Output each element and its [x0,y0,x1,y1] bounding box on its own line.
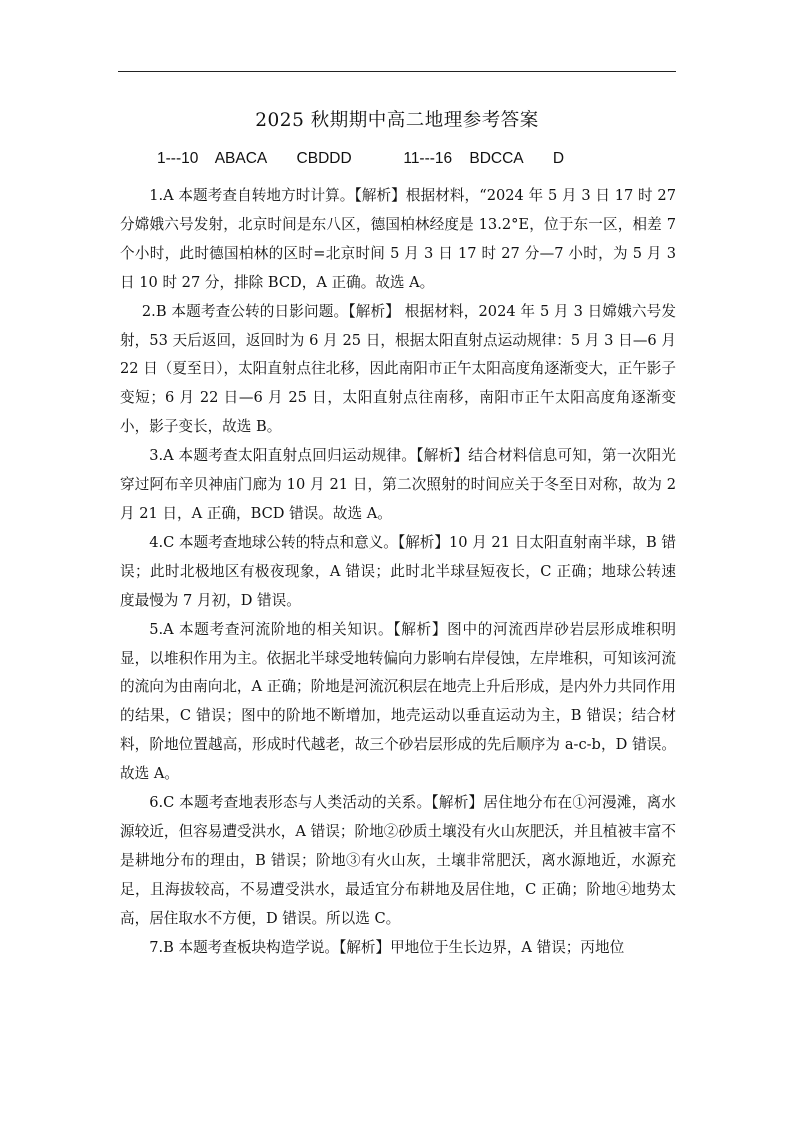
explanation-paragraph-3: 3.A 本题考查太阳直射点回归运动规律。【解析】结合材料信息可知，第一次阳光穿过阿布辛贝神庙门廊为 10 月 21 日，第二次照射的时间应关于冬至日对称，故为 2 月 21 日，A 正确，BCD 错误。故选 A。 [120,447,676,522]
explanation-paragraph-5: 5.A 本题考查河流阶地的相关知识。【解析】图中的河流西岸砂岩层形成堆积明显，以堆积作用为主。依据北半球受地转偏向力影响右岸侵蚀，左岸堆积，可知该河流的流向为由南向北，A 正确；阶地是河流沉积层在地壳上升后形成，是内外力共同作用的结果，C 错误；图中的阶地不断增加，地壳运动以垂直运动为主，B 错误；结合材料，阶地位置越高，形成时代越老，故三个砂岩层形成的先后顺序为 a-c-b，D 错误。故选 A。 [120,620,676,783]
explanation-paragraph-6: 6.C 本题考查地表形态与人类活动的关系。【解析】居住地分布在①河漫滩，离水源较近，但容易遭受洪水，A 错误；阶地②砂质土壤没有火山灰肥沃，并且植被丰富不是耕地分布的理由，B 错误；阶地③有火山灰，土壤非常肥沃，离水源地近，水源充足，且海拔较高，不易遭受洪水，最适宜分布耕地及居住地，C 正确；阶地④地势太高，居住取水不方便，D 错误。所以选 C。 [120,794,676,927]
explanation-paragraph-7: 7.B 本题考查板块构造学说。【解析】甲地位于生长边界，A 错误；丙地位 [149,938,625,956]
explanation-paragraph-4: 4.C 本题考查地球公转的特点和意义。【解析】10 月 21 日太阳直射南半球，B 错误；此时北极地区有极夜现象，A 错误；此时北半球昼短夜长，C 正确；地球公转速度最慢为 7 月初，D 错误。 [120,533,676,609]
document-title: 2025 秋期期中高二地理参考答案 [255,110,539,131]
header-rule [118,71,676,72]
answer-key-line: 1---10 ABACA CBDDD 11---16 BDCCA D [157,150,565,167]
answer-explanations [120,182,676,962]
explanation-paragraph-1: 1.A 本题考查自转地方时计算。【解析】根据材料，“2024 年 5 月 3 日 17 时 27 分嫦娥六号发射，北京时间是东八区，德国柏林经度是 13.2°E，位于东一区，相差 7 个小时，此时德国柏林的区时=北京时间 5 月 3 日 17 时 27 分—7 小时，为 5 月 3 日 10 时 27 分，排除 BCD，A 正确。故选 A。 [120,187,676,291]
explanation-paragraph-2: 2.B 本题考查公转的日影问题。【解析】 根据材料，2024 年 5 月 3 日嫦娥六号发射，53 天后返回，返回时为 6 月 25 日，根据太阳直射点运动规律：5 月 3 日—6 月 22 日（夏至日），太阳直射点往北移，因此南阳市正午太阳高度角逐渐变大，正午影子变短；6 月 22 日—6 月 25 日，太阳直射点往南移，南阳市正午太阳高度角逐渐变小，影子变长，故选 B。 [120,302,676,436]
